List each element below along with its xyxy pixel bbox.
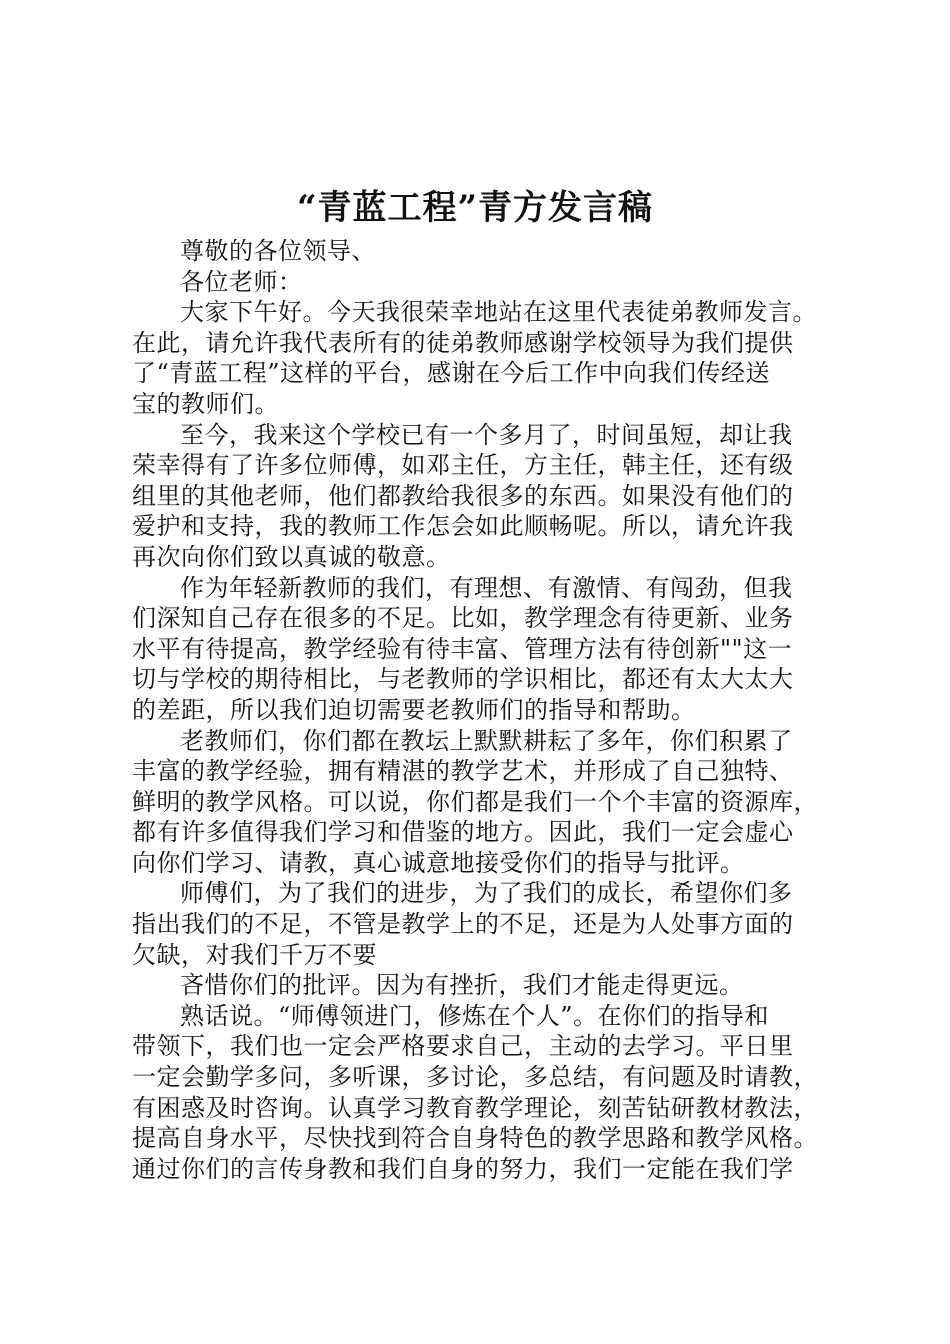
document-body xyxy=(132,236,836,1184)
text-line: 带领下，我们也一定会严格要求自己，主动的去学习。平日里 xyxy=(132,1032,794,1061)
text-line: 提高自身水平，尽快找到符合自身特色的教学思路和教学风格。 xyxy=(132,1124,818,1153)
text-line: 大家下午好。今天我很荣幸地站在这里代表徒弟教师发言。 xyxy=(180,298,817,327)
text-line: 作为年轻新教师的我们，有理想、有激情、有闯劲，但我 xyxy=(180,573,793,602)
text-line: 切与学校的期待相比，与老教师的学识相比，都还有太大太大 xyxy=(132,665,794,694)
text-line: 的差距，所以我们迫切需要老教师们的指导和帮助。 xyxy=(132,695,696,724)
text-line: 再次向你们致以真诚的敬意。 xyxy=(132,542,451,571)
text-line: 都有许多值得我们学习和借鉴的地方。因此，我们一定会虚心 xyxy=(132,818,794,847)
text-line: 吝惜你们的批评。因为有挫折，我们才能走得更远。 xyxy=(180,971,744,1000)
text-line: 鲜明的教学风格。可以说，你们都是我们一个个丰富的资源库， xyxy=(132,787,818,816)
text-line: 各位老师： xyxy=(180,267,303,296)
text-line: 爱护和支持，我的教师工作怎会如此顺畅呢。所以，请允许我 xyxy=(132,512,794,541)
text-line: 们深知自己存在很多的不足。比如，教学理念有待更新、业务 xyxy=(132,604,794,633)
text-line: 丰富的教学经验，拥有精湛的教学艺术，并形成了自己独特、 xyxy=(132,757,794,786)
text-line: 欠缺，对我们千万不要 xyxy=(132,940,377,969)
text-line: 通过你们的言传身教和我们自身的努力，我们一定能在我们学 xyxy=(132,1154,794,1183)
text-line: 宝的教师们。 xyxy=(132,389,279,418)
text-line: 至今，我来这个学校已有一个多月了，时间虽短，却让我 xyxy=(180,420,793,449)
text-line: 水平有待提高，教学经验有待丰富、管理方法有待创新""这一 xyxy=(132,634,793,663)
text-line: 了“青蓝工程”这样的平台，感谢在今后工作中向我们传经送 xyxy=(132,359,771,388)
text-line: 尊敬的各位领导、 xyxy=(180,237,376,265)
text-line: 一定会勤学多问，多听课，多讨论，多总结，有问题及时请教， xyxy=(132,1063,818,1092)
text-line: 指出我们的不足，不管是教学上的不足，还是为人处事方面的 xyxy=(132,910,794,939)
page-title: “青蓝工程”青方发言稿 xyxy=(296,188,654,228)
text-line: 师傅们，为了我们的进步，为了我们的成长，希望你们多 xyxy=(180,879,793,908)
text-line: 组里的其他老师，他们都教给我很多的东西。如果没有他们的 xyxy=(132,481,794,510)
text-line: 有困惑及时咨询。认真学习教育教学理论，刻苦钻研教材教法， xyxy=(132,1093,818,1122)
text-line: 向你们学习、请教，真心诚意地接受你们的指导与批评。 xyxy=(132,848,745,877)
text-line: 熟话说。“师傅领进门，修炼在个人”。在你们的指导和 xyxy=(180,1001,770,1030)
text-line: 老教师们，你们都在教坛上默默耕耘了多年，你们积累了 xyxy=(180,726,793,755)
text-line: 荣幸得有了许多位师傅，如邓主任，方主任，韩主任，还有级 xyxy=(132,451,794,480)
text-line: 在此，请允许我代表所有的徒弟教师感谢学校领导为我们提供 xyxy=(132,328,794,357)
